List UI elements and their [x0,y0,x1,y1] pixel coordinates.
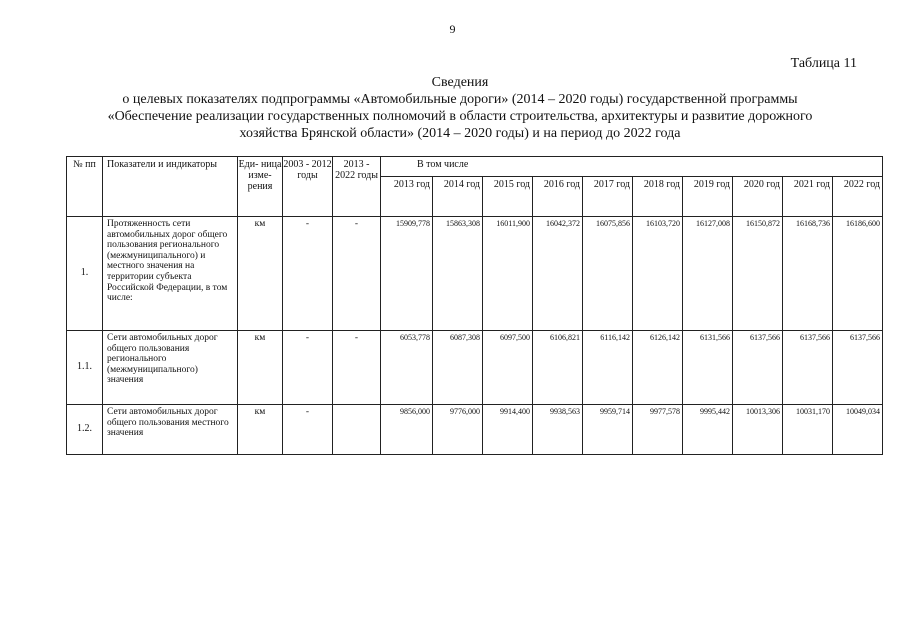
row-unit: км [238,331,283,405]
row-value: 9938,563 [533,405,583,455]
row-period-2013: - [333,217,381,331]
row-period-2013: - [333,331,381,405]
header-year: 2013 год [381,177,433,217]
row-value: 6126,142 [633,331,683,405]
row-indicator: Протяженность сети автомобильных дорог общего пользования регионального (межмуниципального) и местного значения на территории субъекта Российской Федерации, в том числе: [103,217,238,331]
header-year: 2015 год [483,177,533,217]
row-value: 16103,720 [633,217,683,331]
header-year: 2021 год [783,177,833,217]
header-period-2013-2022: 2013 - 2022 годы [333,157,381,217]
row-indicator: Сети автомобильных дорог общего пользования местного значения [103,405,238,455]
table-row [67,217,883,331]
row-value: 16168,736 [783,217,833,331]
row-period-2013 [333,405,381,455]
row-value: 6087,308 [433,331,483,405]
row-value: 15909,778 [381,217,433,331]
header-unit: Еди- ница изме- рения [238,157,283,217]
header-year: 2020 год [733,177,783,217]
title-line-3: «Обеспечение реализации государственных полномочий в области строительства, архитектуры и развитие дорожного [107,109,813,124]
header-year: 2014 год [433,177,483,217]
indicators-table [66,156,883,455]
row-period-2003: - [283,405,333,455]
header-period-2003-2012: 2003 - 2012 годы [283,157,333,217]
row-value: 6131,566 [683,331,733,405]
header-year: 2016 год [533,177,583,217]
row-value: 10031,170 [783,405,833,455]
row-value: 6137,566 [733,331,783,405]
header-year: 2018 год [633,177,683,217]
row-value: 16011,900 [483,217,533,331]
title-line-4: хозяйства Брянской области» (2014 – 2020 годы) и на период до 2022 года [239,126,681,141]
row-unit: км [238,217,283,331]
row-value: 16127,008 [683,217,733,331]
row-value: 16186,600 [833,217,883,331]
row-value: 16150,872 [733,217,783,331]
row-value: 9856,000 [381,405,433,455]
row-number: 1.1. [67,331,103,405]
title-line-1: Сведения [431,75,489,90]
row-value: 16075,856 [583,217,633,331]
row-value: 9995,442 [683,405,733,455]
row-value: 9959,714 [583,405,633,455]
header-year: 2019 год [683,177,733,217]
page-number: 9 [449,22,456,36]
header-indicators: Показатели и индикаторы [103,157,238,217]
row-value: 9914,400 [483,405,533,455]
row-indicator: Сети автомобильных дорог общего пользования регионального (межмуниципального) значения [103,331,238,405]
row-value: 9776,000 [433,405,483,455]
table-row [67,405,883,455]
row-period-2003: - [283,217,333,331]
row-value: 6137,566 [783,331,833,405]
row-value: 6106,821 [533,331,583,405]
row-number: 1.2. [67,405,103,455]
header-year: 2017 год [583,177,633,217]
row-value: 16042,372 [533,217,583,331]
table-label: Таблица 11 [790,56,857,71]
row-value: 6053,778 [381,331,433,405]
row-period-2003: - [283,331,333,405]
row-value: 9977,578 [633,405,683,455]
row-number: 1. [67,217,103,331]
header-num: № пп [67,157,103,217]
header-including: В том числе [381,157,883,177]
row-value: 6137,566 [833,331,883,405]
document-title [60,74,860,142]
row-value: 10013,306 [733,405,783,455]
row-value: 6116,142 [583,331,633,405]
row-unit: км [238,405,283,455]
row-value: 6097,500 [483,331,533,405]
title-line-2: о целевых показателях подпрограммы «Автомобильные дороги» (2014 – 2020 годы) государственной программы [122,92,798,107]
header-year: 2022 год [833,177,883,217]
row-value: 10049,034 [833,405,883,455]
row-value: 15863,308 [433,217,483,331]
table-row [67,331,883,405]
